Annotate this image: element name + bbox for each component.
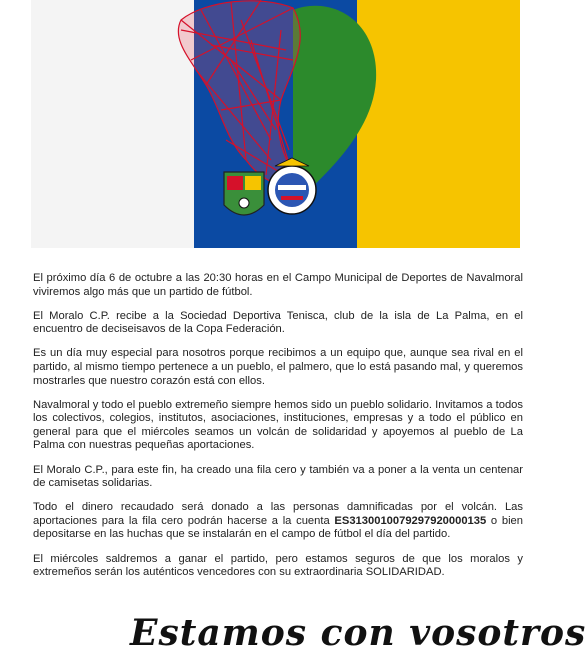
cp-moralo-crest-icon [224, 172, 264, 215]
paragraph-match-date: El próximo día 6 de octubre a las 20:30 horas en el Campo Municipal de Deportes de Navalmoral viviremos algo más que un partido de fútbol. [33, 272, 523, 298]
closing-signature: Estamos con vosotros [130, 612, 586, 654]
paragraph-invitation: Navalmoral y todo el pueblo extremeño siempre hemos sido un pueblo solidario. Invitamos a todos los colectivos, colegios, institutos, asociaciones, instituciones, empresas y a todo el público en general para que el miércoles seamos un volcán de solidaridad y apoyemos al pueblo de La Palma con nuestras pequeñas aportaciones. [33, 398, 523, 452]
paragraph-solidarity: El miércoles saldremos a ganar el partido, pero estamos seguros de que los moralos y extremeños serán los auténticos vencedores con su extraordinaria SOLIDARIDAD. [33, 552, 523, 579]
donation-text-start: Todo el dinero recaudado será donado a las personas damnificadas por el volcán. Las aportaciones para la fila cero podrán hacerse a la cuenta [33, 501, 523, 527]
paragraph-special-day: Es un día muy especial para nosotros porque recibimos a un equipo que, aunque sea rival en el partido, al mismo tiempo pertenece a un pueblo, el palmero, que lo está pasando mal, y queremos mostrarles que nuestro corazón está con ellos. [33, 347, 523, 387]
paragraph-opponent: El Moralo C.P. recibe a la Sociedad Deportiva Tenisca, club de la isla de La Palma, en el encuentro de deciseisavos de la Copa Federación. [33, 309, 523, 336]
article-body [33, 272, 523, 590]
sd-tenisca-crest-icon [268, 158, 316, 214]
header-banner [31, 0, 520, 248]
flag-yellow-stripe [357, 0, 520, 248]
flag-white-stripe [31, 0, 194, 248]
paragraph-donation [33, 501, 523, 542]
canary-flag-illustration [31, 0, 520, 248]
bank-account-number: ES3130010079297920000135 [334, 514, 487, 527]
donation-text-end: o bien depositarse en las huchas que se instalarán en el campo de fútbol el día del partido. [33, 514, 523, 541]
paragraph-fila-cero: El Moralo C.P., para este fin, ha creado una fila cero y también va a poner a la venta un centenar de camisetas solidarias. [33, 463, 523, 490]
